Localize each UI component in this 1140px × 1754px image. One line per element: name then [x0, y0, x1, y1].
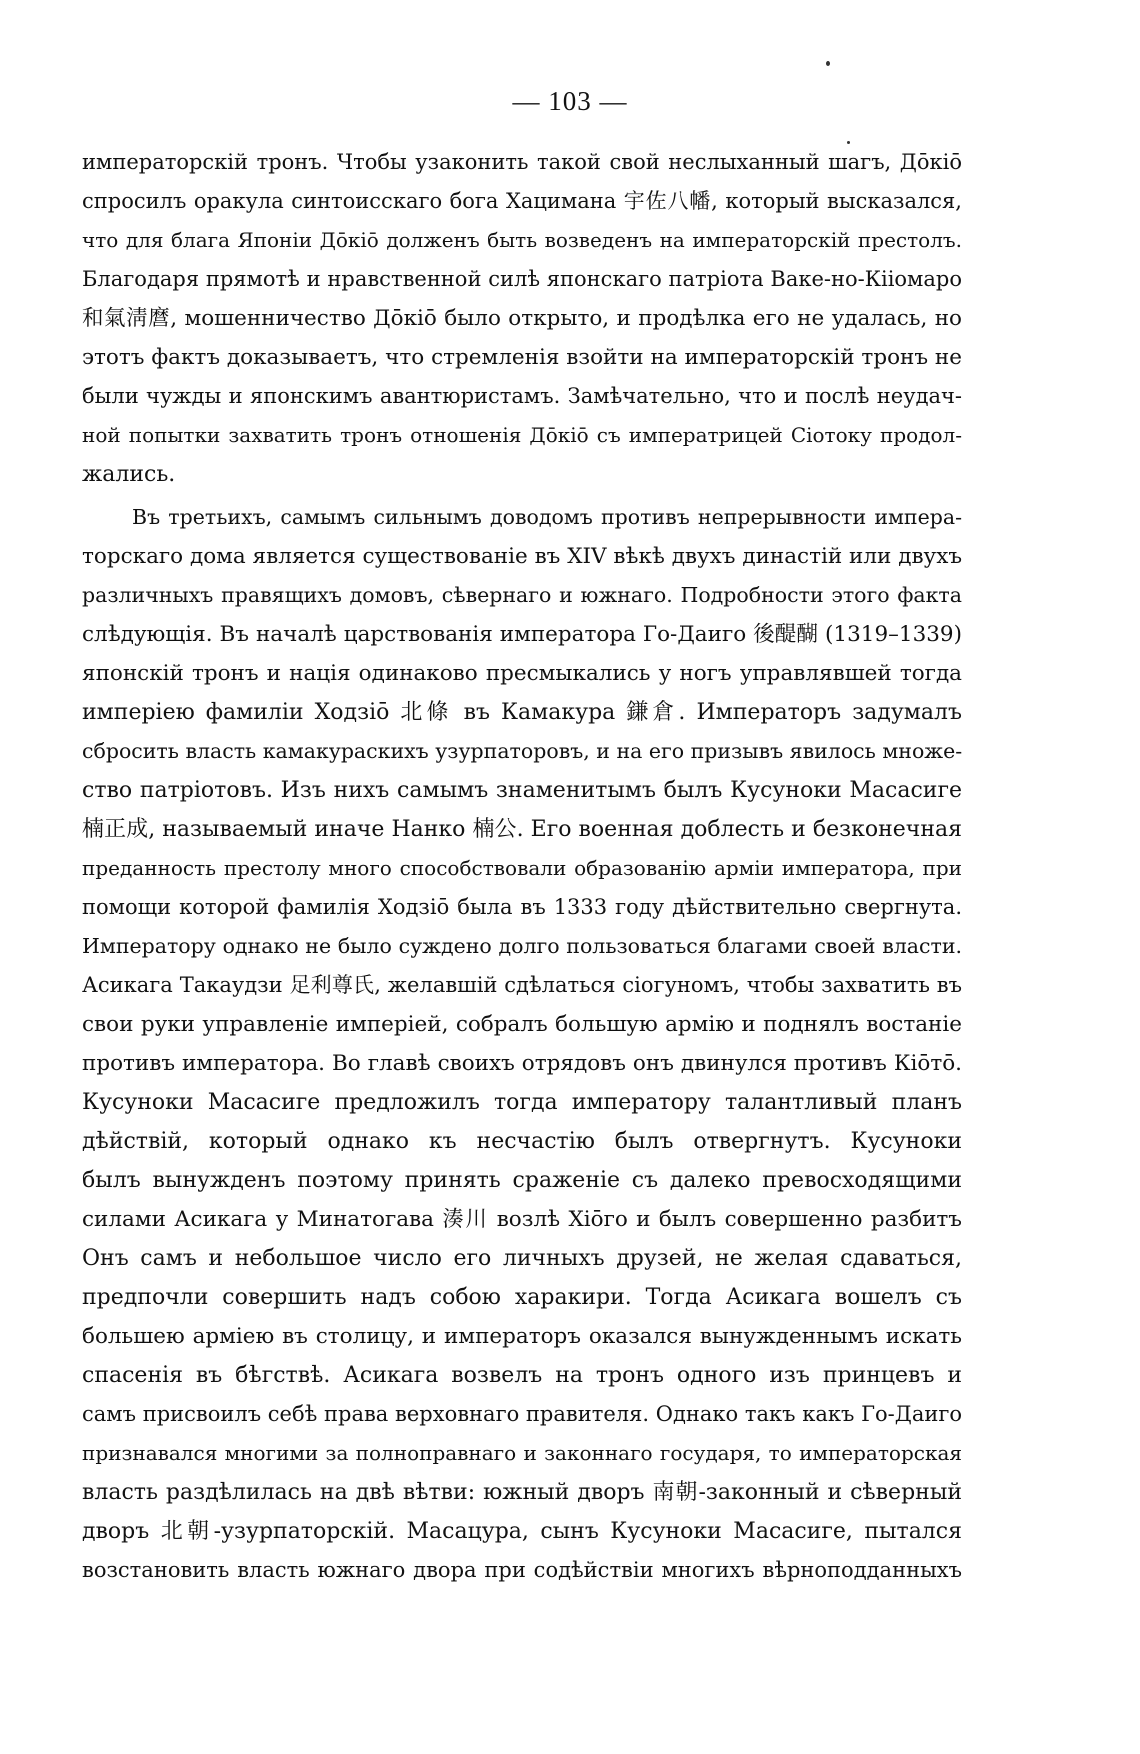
text-line: спросилъ оракула синтоисскаго бога Хацимана 宇佐八幡, который высказался,: [82, 189, 962, 213]
text-line: императорскій тронъ. Чтобы узаконить такой свой неслыханный шагъ, Дōкіō: [82, 150, 962, 174]
text-line: власть раздѣлилась на двѣ вѣтви: южный дворъ 南朝-законный и сѣверный: [82, 1480, 962, 1505]
text-line: Онъ самъ и небольшое число его личныхъ друзей, не желая сдаваться,: [82, 1246, 962, 1271]
page-number: — 103 —: [512, 86, 628, 116]
text-line: различныхъ правящихъ домовъ, сѣвернаго и южнаго. Подробности этого факта: [82, 583, 962, 607]
text-line: противъ императора. Во главѣ своихъ отрядовъ онъ двинулся противъ Кіōтō.: [82, 1051, 962, 1076]
body-text: [82, 143, 962, 1590]
text-line: сбросить власть камакураскихъ узурпаторовъ, и на его призывъ явилось множе-: [82, 739, 962, 763]
text-line: признавался многими за полноправнаго и законнаго государя, то императорская: [82, 1441, 962, 1465]
text-line: 和氣淸麿, мошенничество Дōкіō было открыто, и продѣлка его не удалась, но: [82, 306, 962, 331]
print-speck: [826, 61, 830, 66]
text-line: Благодаря прямотѣ и нравственной силѣ японскаго патріота Ваке-но-Кііомаро: [82, 267, 962, 291]
text-line: этотъ фактъ доказываетъ, что стремленія взойти на императорскій тронъ не: [82, 345, 962, 370]
text-line: Императору однако не было суждено долго пользоваться благами своей власти.: [82, 934, 962, 958]
text-line: возстановить власть южнаго двора при содѣйствіи многихъ вѣрноподданныхъ: [82, 1558, 962, 1582]
paragraph-1: [82, 143, 962, 494]
text-line: помощи которой фамилія Ходзіō была въ 1333 году дѣйствительно свергнута.: [82, 895, 962, 919]
text-line: Кусуноки Масасиге предложилъ тогда императору талантливый планъ: [82, 1090, 962, 1115]
text-line: дворъ 北朝-узурпаторскій. Масацура, сынъ Кусуноки Масасиге, пытался: [82, 1519, 962, 1544]
text-line: большею арміею въ столицу, и императоръ оказался вынужденнымъ искать: [82, 1324, 962, 1349]
text-line: дѣйствій, который однако къ несчастію былъ отвергнутъ. Кусуноки: [82, 1129, 962, 1154]
text-line: преданность престолу много способствовали образованію арміи императора, при: [82, 856, 962, 880]
text-line: японскій тронъ и нація одинаково пресмыкались у ногъ управлявшей тогда: [82, 661, 962, 686]
text-line: самъ присвоилъ себѣ права верховнаго правителя. Однако такъ какъ Го-Даиго: [82, 1402, 962, 1426]
text-line: имперіею фамиліи Ходзіō 北條 въ Камакура 鎌倉. Императоръ задумалъ: [82, 700, 962, 725]
text-line: жались.: [82, 462, 176, 487]
text-line: спасенія въ бѣгствѣ. Асикага возвелъ на тронъ одного изъ принцевъ и: [82, 1363, 962, 1388]
paragraph-2: [82, 498, 962, 1590]
text-line: силами Асикага у Минатогава 湊川 возлѣ Хіōго и былъ совершенно разбитъ: [82, 1207, 962, 1232]
text-line: свои руки управленіе имперіей, собралъ большую армію и поднялъ востаніе: [82, 1012, 962, 1037]
text-line: былъ вынужденъ поэтому принять сраженіе съ далеко превосходящими: [82, 1168, 962, 1193]
text-line: 楠正成, называемый иначе Нанко 楠公. Его военная доблесть и безконечная: [82, 817, 962, 842]
text-line: что для блага Японіи Дōкіō долженъ быть возведенъ на императорскій престолъ.: [82, 228, 962, 252]
text-line: ство патріотовъ. Изъ нихъ самымъ знаменитымъ былъ Кусуноки Масасиге: [82, 778, 962, 803]
text-line: Въ третьихъ, самымъ сильнымъ доводомъ противъ непрерывности импера-: [132, 505, 962, 529]
text-line: предпочли совершить надъ собою харакири. Тогда Асикага вошелъ съ: [82, 1285, 962, 1310]
text-line: ной попытки захватить тронъ отношенія Дōкіō съ императрицей Сіотоку продол-: [82, 423, 962, 447]
text-line: Асикага Такаудзи 足利尊氏, желавшій сдѣлаться сіогуномъ, чтобы захватить въ: [82, 973, 962, 997]
text-line: были чужды и японскимъ авантюристамъ. Замѣчательно, что и послѣ неудач-: [82, 384, 962, 408]
text-line: торскаго дома является существованіе въ XIV вѣкѣ двухъ династій или двухъ: [82, 544, 962, 569]
text-line: слѣдующія. Въ началѣ царствованія императора Го-Даиго 後醍醐 (1319–1339): [82, 622, 962, 647]
